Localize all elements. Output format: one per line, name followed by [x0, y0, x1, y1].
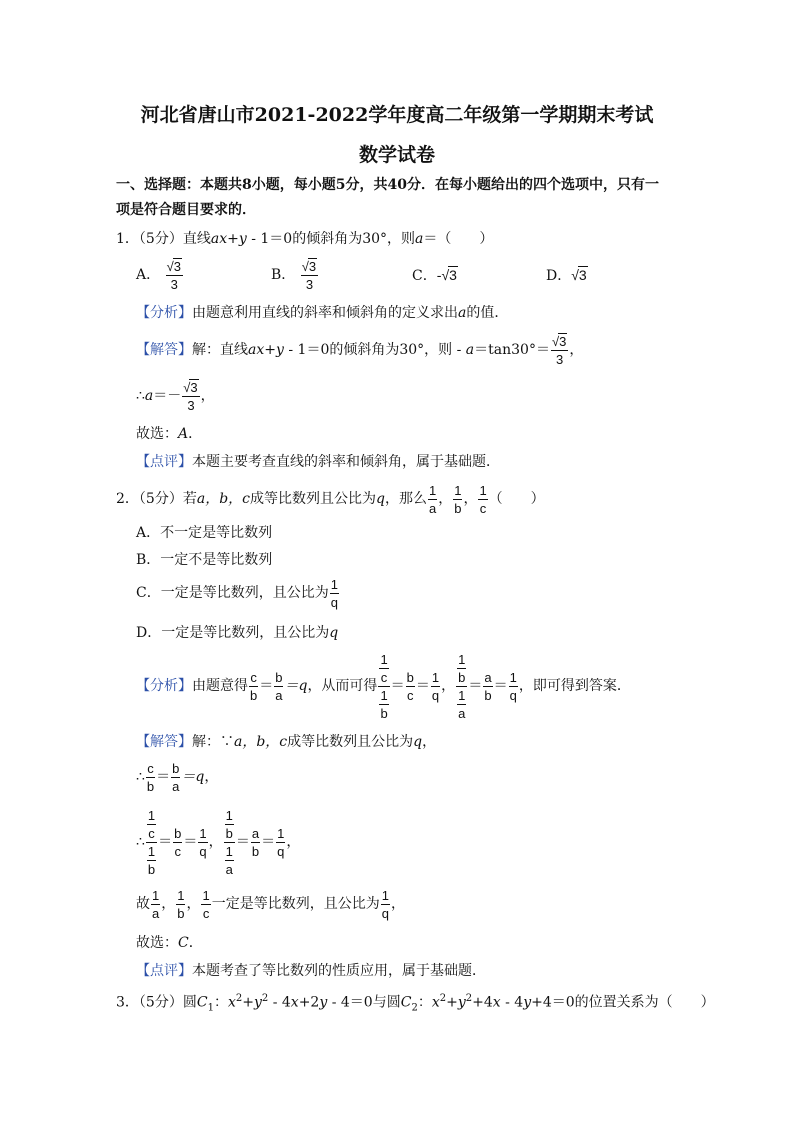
q2-solution-vars: a，b，c	[234, 734, 288, 750]
numerator: 1	[177, 887, 185, 903]
denominator: b	[225, 825, 233, 841]
sqrt-symbol: √3	[166, 258, 181, 274]
var-x: x	[492, 994, 501, 1011]
plus: +	[242, 994, 254, 1011]
fraction	[201, 889, 210, 920]
q1-solution-fraction	[551, 335, 568, 366]
q1-option-a	[136, 258, 184, 292]
numerator: 1	[428, 482, 437, 498]
colon: ：	[213, 994, 228, 1011]
denominator: c	[380, 669, 388, 685]
q1-var: a	[415, 231, 424, 247]
numerator: b	[174, 825, 182, 841]
denominator: c	[148, 825, 155, 841]
fraction	[173, 827, 182, 858]
section-heading-line2: 项是符合题目要求的．	[116, 202, 256, 218]
solution-tag: 【解答】	[136, 342, 192, 358]
q1-solution-text: 解：直线	[192, 342, 248, 358]
q1-solution-plus: +	[264, 342, 276, 358]
q2-number: 2．	[116, 491, 139, 507]
q2-final-text: 故	[136, 896, 150, 912]
q3-circle1-sub: 1	[207, 1002, 214, 1014]
numerator: c	[250, 669, 257, 685]
q1-score: （5分）	[138, 231, 183, 247]
q3-score: （5分）	[138, 994, 183, 1011]
q1-expr-plus: +	[227, 231, 239, 247]
analysis-tag: 【分析】	[136, 678, 192, 694]
q1-solution-den: 3	[556, 351, 564, 367]
denominator: a	[152, 905, 160, 921]
superscript: 2	[261, 993, 269, 1004]
q1-option-b-radicand: 3	[308, 258, 317, 274]
equals: ＝	[259, 678, 274, 694]
denominator: a	[458, 705, 466, 721]
equals: ＝	[390, 678, 405, 694]
q1-expr-y: y	[238, 231, 247, 247]
numerator: 1	[147, 843, 156, 859]
analysis-tag: 【分析】	[136, 305, 192, 321]
numerator: b	[275, 669, 283, 685]
q2-choose-end: ．	[188, 935, 203, 951]
fraction	[198, 827, 207, 858]
fraction	[381, 889, 390, 920]
q2-option-d-var: q	[329, 625, 339, 641]
q1-solution-end: ，	[569, 342, 584, 358]
q1-stem-text: 直线	[182, 231, 211, 247]
comma: ，	[286, 834, 301, 850]
fraction	[483, 671, 492, 702]
superscript: 2	[235, 993, 243, 1004]
denominator: b	[251, 843, 260, 859]
fraction	[151, 889, 160, 920]
fraction	[146, 762, 155, 793]
q1-option-a-radicand: 3	[173, 258, 181, 274]
q2-stem-q: q	[376, 491, 385, 507]
colon: ：	[417, 994, 432, 1011]
q2-therefore-1	[136, 760, 218, 794]
var-x: x	[227, 994, 236, 1011]
comma: ，	[204, 769, 219, 785]
denominator: b	[146, 778, 155, 794]
comma: ，	[186, 896, 201, 912]
q1-analysis	[136, 303, 508, 323]
q2-stem-frac-b	[453, 484, 462, 515]
numerator: a	[484, 669, 492, 685]
q1-option-b-label: B．	[271, 267, 296, 283]
q2-solution-text2: 成等比数列且公比为	[287, 734, 414, 750]
numerator: 1	[458, 651, 466, 667]
q2-option-d-text: D．一定是等比数列，且公比为	[136, 625, 330, 641]
q2-solution-end: ，	[422, 734, 437, 750]
numerator: 1	[330, 576, 338, 592]
q2-stem-end: （ ）	[488, 491, 545, 507]
denominator: q	[277, 843, 285, 859]
numerator: 1	[147, 807, 156, 823]
denominator: a	[225, 861, 233, 877]
term: +4	[472, 994, 493, 1011]
fraction	[274, 671, 283, 702]
comma: ，	[438, 491, 453, 507]
fraction	[509, 671, 518, 702]
solution-tag: 【解答】	[136, 734, 192, 750]
superscript: 2	[465, 993, 473, 1004]
q2-analysis-end: ，即可得到答案．	[518, 678, 631, 694]
q1-choose-value: A	[178, 426, 189, 442]
therefore-symbol: ∴	[136, 388, 145, 404]
fraction	[249, 671, 258, 702]
q1-expr: ax	[210, 231, 228, 247]
equals: ＝	[183, 834, 198, 850]
superscript: 2	[439, 993, 447, 1004]
equals: ＝	[261, 834, 276, 850]
var-y: y	[457, 994, 466, 1011]
q1-therefore-eq: ＝－	[153, 388, 182, 404]
q3-stem-text: 圆	[182, 994, 197, 1011]
q1-stem	[116, 229, 493, 249]
fraction	[176, 889, 185, 920]
q1-analysis-text: 由题意利用直线的斜率和倾斜角的定义求出	[192, 305, 458, 321]
sqrt-symbol: √3	[301, 258, 317, 274]
equals-q: ＝q	[284, 678, 308, 694]
equals: ＝	[415, 678, 430, 694]
denominator: b	[380, 705, 388, 721]
numerator: 1	[381, 887, 389, 903]
q1-option-a-fraction	[166, 260, 183, 291]
denominator: c	[202, 905, 210, 921]
sqrt-symbol: √3	[551, 333, 567, 349]
q2-stem-text: 若	[182, 491, 197, 507]
q2-stem-frac-c	[478, 484, 487, 515]
q2-option-d	[136, 623, 338, 643]
denominator: q	[431, 687, 440, 703]
fraction	[406, 671, 415, 702]
denominator: a	[275, 687, 283, 703]
denominator: q	[330, 594, 338, 610]
comma: ，	[463, 491, 478, 507]
q1-option-c	[412, 265, 458, 286]
numerator: 1	[458, 687, 466, 703]
q2-option-b: B．一定不是等比数列	[136, 552, 273, 568]
q2-option-c-fraction	[330, 578, 339, 609]
term: +2	[298, 994, 320, 1011]
comma: ，	[441, 678, 456, 694]
q1-option-b-fraction	[301, 260, 318, 291]
q2-analysis	[136, 648, 631, 724]
q1-choose	[136, 424, 202, 444]
q2-option-c-text: C．一定是等比数列，且公比为	[136, 585, 329, 601]
therefore-symbol: ∴	[136, 834, 145, 850]
q2-therefore-2	[136, 804, 300, 880]
numerator: 1	[380, 687, 388, 703]
q2-comment	[136, 961, 486, 981]
numerator: 1	[199, 825, 207, 841]
q3-stem-end: +4＝0的位置关系为（ ）	[531, 994, 715, 1011]
denominator: c	[174, 843, 182, 859]
q1-option-a-den: 3	[170, 276, 178, 292]
q2-choose	[136, 933, 203, 953]
q1-therefore	[136, 376, 215, 416]
numerator: 1	[431, 669, 440, 685]
q2-choose-value: C	[178, 935, 189, 951]
equals: ＝	[468, 678, 483, 694]
var-y: y	[523, 994, 532, 1011]
q1-solution-text2: - 1＝0的倾斜角为30°，则 -	[283, 342, 466, 358]
q3-stem	[116, 989, 715, 1018]
fraction	[431, 671, 440, 702]
q1-choose-end: ．	[188, 426, 203, 442]
q1-number: 1．	[116, 231, 139, 247]
q2-analysis-text2: ，从而可得	[307, 678, 378, 694]
q1-comment	[136, 452, 500, 472]
numerator: 1	[152, 887, 160, 903]
q1-stem-end: ＝（ ）	[423, 231, 494, 247]
q1-therefore-den: 3	[187, 397, 195, 413]
q1-analysis-var: a	[458, 305, 467, 321]
numerator: b	[406, 669, 414, 685]
q2-score: （5分）	[138, 491, 183, 507]
denominator: b	[250, 687, 258, 703]
q3-circle1: C	[196, 994, 208, 1011]
q2-stem-text3: ，那么	[384, 491, 427, 507]
q2-solution-q: q	[413, 734, 423, 750]
q1-therefore-radicand: 3	[190, 379, 198, 395]
q1-option-c-label: C．-	[412, 268, 442, 284]
sqrt-symbol: √3	[183, 379, 198, 395]
q3-circle2-sub: 2	[411, 1002, 418, 1014]
q1-solution	[136, 330, 583, 370]
numerator: 1	[479, 482, 487, 498]
q1-solution-radicand: 3	[559, 333, 567, 349]
term: - 4	[268, 994, 291, 1011]
denominator: b	[484, 687, 492, 703]
q1-option-d-radicand: 3	[578, 267, 587, 283]
sqrt-symbol: √3	[571, 267, 587, 283]
var-x: x	[431, 994, 440, 1011]
var-x: x	[290, 994, 299, 1011]
q3-number: 3．	[116, 994, 139, 1011]
q1-therefore-fraction	[182, 381, 199, 412]
page-title: 河北省唐山市2021-2022学年度高二年级第一学期期末考试	[140, 104, 654, 126]
numerator: 1	[225, 843, 233, 859]
q2-option-c	[136, 576, 340, 610]
numerator: c	[147, 760, 154, 776]
var-y: y	[319, 994, 328, 1011]
denominator: q	[509, 687, 517, 703]
q1-solution-var: a	[465, 342, 475, 358]
q2-analysis-text: 由题意得	[192, 678, 248, 694]
compound-fraction	[146, 809, 157, 876]
denominator: b	[458, 669, 466, 685]
q1-solution-y: y	[275, 342, 284, 358]
q1-therefore-var: a	[144, 388, 154, 404]
q2-stem-text2: 成等比数列且公比为	[250, 491, 376, 507]
equals: ＝	[158, 834, 173, 850]
comma: ，	[161, 896, 176, 912]
denominator: c	[407, 687, 414, 703]
equals: ＝	[493, 678, 508, 694]
denominator: c	[479, 500, 487, 516]
q1-stem-text2: - 1＝0的倾斜角为30°，则	[246, 231, 416, 247]
denominator: b	[454, 500, 462, 516]
q2-final	[136, 887, 405, 921]
fraction	[251, 827, 260, 858]
q1-option-d	[546, 265, 588, 286]
q1-choose-text: 故选：	[136, 426, 178, 442]
fraction	[276, 827, 285, 858]
q1-option-a-label: A．	[136, 267, 161, 283]
compound-fraction	[224, 809, 235, 876]
q1-option-c-radicand: 3	[449, 267, 457, 283]
q1-comment-text: 本题主要考查直线的斜率和倾斜角，属于基础题．	[192, 454, 500, 470]
equals-q: ＝q	[181, 769, 205, 785]
equals: ＝	[156, 769, 171, 785]
q1-analysis-end: 的值．	[466, 305, 509, 321]
var-y: y	[253, 994, 262, 1011]
q1-solution-text3: ＝tan30°＝	[474, 342, 550, 358]
numerator: 1	[380, 651, 388, 667]
q3-stem-text2: - 4＝0与圆	[327, 994, 401, 1011]
equals: ＝	[235, 834, 250, 850]
q3-circle2: C	[400, 994, 412, 1011]
q1-option-b	[271, 258, 319, 292]
comment-tag: 【点评】	[136, 454, 192, 470]
q2-choose-text: 故选：	[136, 935, 178, 951]
term: - 4	[500, 994, 524, 1011]
denominator: b	[177, 905, 185, 921]
denominator: a	[172, 778, 180, 794]
q2-final-text2: 一定是等比数列，且公比为	[211, 896, 380, 912]
denominator: q	[381, 905, 389, 921]
numerator: 1	[454, 482, 462, 498]
therefore-symbol: ∴	[136, 769, 145, 785]
numerator: 1	[509, 669, 517, 685]
numerator: 1	[225, 807, 233, 823]
numerator: 1	[202, 887, 210, 903]
page-subtitle: 数学试卷	[358, 144, 435, 166]
denominator: q	[199, 843, 207, 859]
comma: ，	[208, 834, 223, 850]
numerator: 1	[277, 825, 285, 841]
q2-stem-vars: a，b，c	[196, 491, 250, 507]
q2-comment-text: 本题考查了等比数列的性质应用，属于基础题．	[192, 963, 486, 979]
q2-solution-text: 解：∵	[192, 734, 234, 750]
q2-option-a: A．不一定是等比数列	[136, 525, 273, 541]
numerator: a	[251, 825, 260, 841]
denominator: b	[147, 861, 156, 877]
q2-final-end: ，	[390, 896, 405, 912]
comment-tag: 【点评】	[136, 963, 192, 979]
sqrt-symbol: √3	[441, 267, 457, 283]
q2-stem	[116, 482, 545, 516]
compound-fraction	[456, 653, 467, 720]
compound-fraction	[378, 653, 389, 720]
q1-solution-expr: ax	[248, 342, 265, 358]
q1-therefore-end: ，	[200, 388, 215, 404]
section-heading-line1: 一、选择题：本题共8小题，每小题5分，共40分．在每小题给出的四个选项中，只有一	[116, 177, 659, 193]
q2-stem-frac-a	[428, 484, 437, 515]
q1-option-b-den: 3	[305, 276, 314, 292]
numerator: b	[172, 760, 180, 776]
q1-option-d-label: D．	[546, 268, 572, 284]
fraction	[171, 762, 180, 793]
denominator: a	[428, 500, 437, 516]
q2-solution	[136, 732, 436, 752]
plus: +	[446, 994, 458, 1011]
